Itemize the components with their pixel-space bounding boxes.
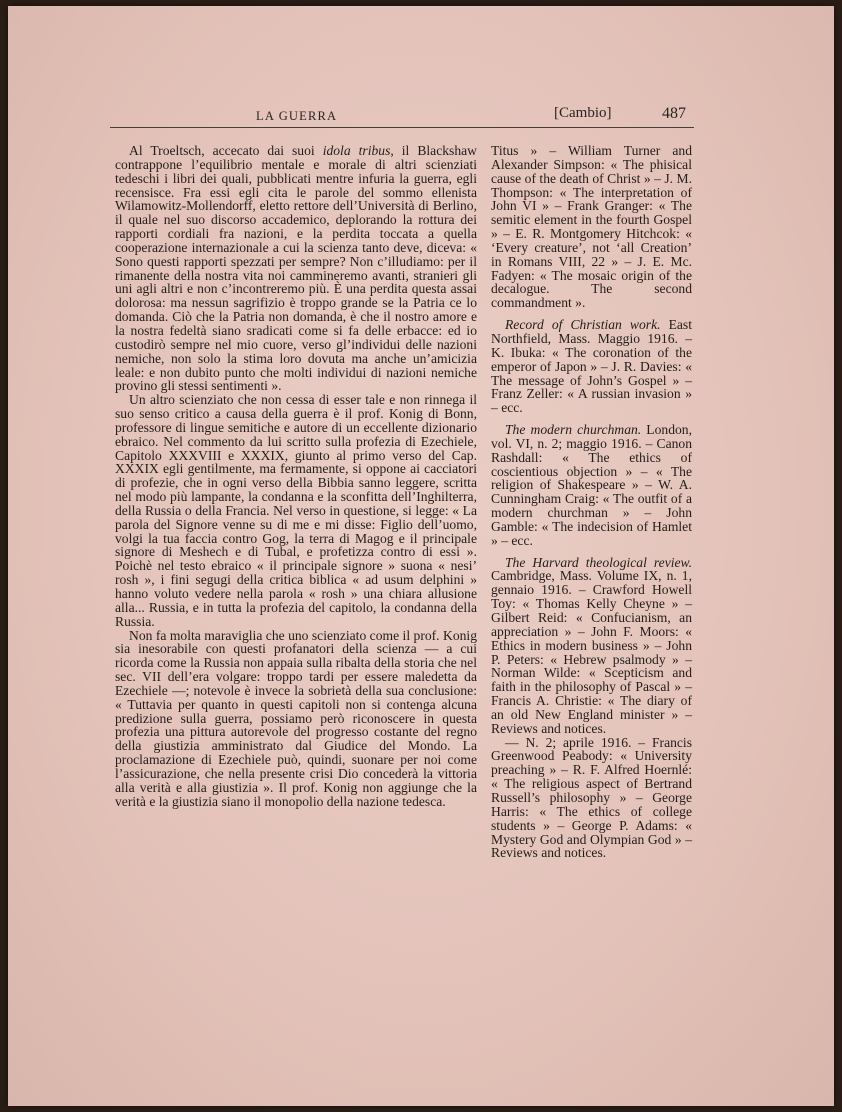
entry-text: East Northfield, Mass. Maggio 1916. – K. Ibuka: « The coronation of the emperor of Japon » – J. R. Davies: « The message of John’s Gospel » – Franz Zeller: « A russian invasion » – ecc.: [491, 317, 692, 416]
paragraph-konig: Un altro scienziato che non cessa di esser tale e non rinnega il suo senso critico a causa della guerra è il prof. Konig di Bonn, professore di lingue semitiche e autore di un eccellente dizionario ebraico. Nel commento da lui scritto sulla profezia di Ezechiele, Capitolo XXXVIII e XXXIX, giunto al primo verso del Cap. XXXIX egli gentilmente, ma fermamente, si oppone ai cacciatori di profezie, che in ogni verso della Bibbia sanno leggere, scritta nel modo più lampante, la condanna e la sconfitta dell’Inghilterra, della Russia o della Francia. Nel verso in questione, si legge: « La parola del Signore venne su di me e mi disse: Figlio dell’uomo, volgi la tua faccia contro Gog, la terra di Magog e il principale signore di Meshech e di Tubal, e profetizza contro di essi ». Poichè nel testo ebraico « il principale signore » suona « nesi’ rosh », i fini segugi della critica biblica « ad usum delphini » hanno voluto vedere nella parola « rosh » una chiara allusione alla... Russia, e in tutta la profezia del capitolo, la condanna della Russia.: [115, 392, 477, 629]
entry-record-christian-work: [491, 318, 692, 415]
section-label: [Cambio]: [554, 105, 612, 121]
entry-text: Cambridge, Mass. Volume IX, n. 1, gennaio 1916. – Crawford Howell Toy: « Thomas Kelly Cheyne » – Gilbert Reid: « Confucianism, an appreciation » – John F. Moors: « Ethics in modern business » – John P. Peters: « Hebrew psalmody » – Norman Wilde: « Scepticism and faith in the philosophy of Pascal » – Francis A. Christie: « The diary of an old New England minister » – Reviews and notices.: [491, 568, 692, 736]
left-column: [115, 144, 477, 809]
paragraph-conclusion: Non fa molta maraviglia che uno scienziato come il prof. Konig sia inesorabile con questi profanatori della scienza — a cui ricorda come la Russia non appaia sulla ribalta della storia che nel sec. VII dell’era volgare: troppo tardi per essere maledetta da Ezechiele —; notevole è invece la sobrietà della sua conclusione: « Tuttavia per quanto in questi capitoli non si contenga alcuna predizione sulla guerra, possiamo però riconoscere in questa profezia una pittura autorevole del progresso costante del regno della giustizia amministrato dal Giudice del Mondo. La proclamazione di Ezechiele può, quindi, suonare per noi come l’assicurazione, che nella presente crisi Dio concederà la vittoria alla verità e alla giustizia ». Il prof. Konig non aggiunge che la verità e la giustizia siano il monopolio della nazione tedesca.: [115, 627, 477, 809]
page: [8, 6, 834, 1106]
header-rule: [110, 127, 694, 128]
paragraph-troeltsch: [115, 144, 477, 393]
right-column: [491, 144, 692, 868]
running-head: [254, 105, 694, 125]
paragraph-text: , il Blackshaw contrappone l’equilibrio mentale e morale di altri scienziati tedeschi i libri dei quali, pubblicati mentre infuria la guerra, egli recensisce. Fra essi egli cita le parole del sommo ellenista Wilamowitz-Mollendorff, eletto rettore dell’Università di Berlino, il quale nel suo discorso accademico, deplorando la rottura dei rapporti cordiali fra nazioni, e la perdita toccata a quella cooperazione internazionale a cui la scienza tanto deve, diceva: « Sono questi rapporti spezzati per sempre? Non c’illudiamo: per il rimanente della nostra vita noi cammineremo avanti, stranieri gli uni agli altri e non c’incontreremo più. È una perdita questa assai dolorosa: ma nessun sagrifizio è troppo grande se la Patria ce lo domanda. Ciò che la Patria non domanda, è che il nostro amore e la nostra fedeltà siano sradicati come si fa delle erbacce: ed io custodirò sempre nel mio cuore, verso gl’individui delle nazioni nemiche, non solo la stima loro dovuta ma anche un’amicizia leale: e non dubito punto che molti individui di nazioni nemiche provino gli stessi sentimenti ».: [115, 143, 477, 394]
journal-title: The modern churchman.: [505, 422, 642, 438]
running-title: LA GUERRA: [256, 109, 338, 123]
italic-phrase: idola tribus: [322, 143, 391, 158]
page-number: 487: [662, 105, 686, 122]
journal-title: The Harvard theological review.: [505, 554, 692, 570]
entry-harvard-n2: — N. 2; aprile 1916. – Francis Greenwood Peabody: « University preaching » – R. F. Alfred Hoernlé: « The religious aspect of Bertrand Russell’s philosophy » – George Harris: « The ethics of college students » – George P. Adams: « Mystery God and Olympian God » – Reviews and notices.: [491, 734, 692, 861]
journal-title: Record of Christian work.: [505, 317, 661, 333]
entry-modern-churchman: [491, 423, 692, 548]
entry-harvard-review: [491, 556, 692, 736]
entry-text: London, vol. VI, n. 2; maggio 1916. – Canon Rashdall: « The ethics of coscientious objection » – « The religion of Shakespeare » – W. A. Cunningham Craig: « The outfit of a modern churchman » – John Gamble: « The indecision of Hamlet » – ecc.: [491, 422, 692, 548]
entry-continuation: Titus » – William Turner and Alexander Simpson: « The phisical cause of the death of Christ » – J. M. Thompson: « The interpretation of John VI » – Frank Granger: « The semitic element in the fourth Gospel » – E. R. Montgomery Hitchcok: « ‘Every creature’, not ‘all Creation’ in Romans VIII, 22 » – J. E. Mc. Fadyen: « The mosaic origin of the decalogue. The second commandment ».: [491, 143, 692, 311]
paragraph-text: Al Troeltsch, accecato dai suoi: [129, 143, 323, 158]
